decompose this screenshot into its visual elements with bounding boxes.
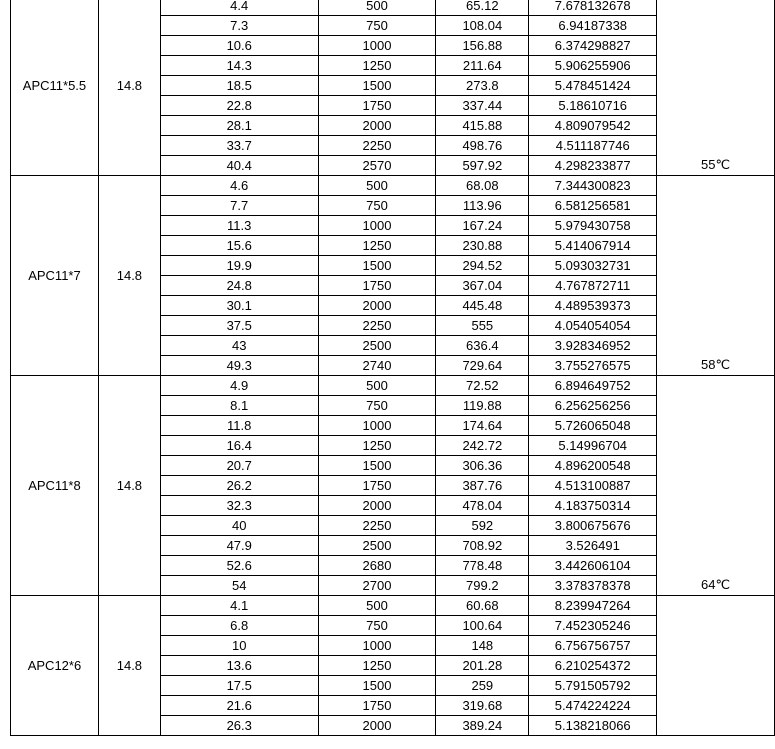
efficiency-cell: 4.809079542 — [529, 116, 657, 136]
table-row — [11, 0, 775, 16]
current-cell: 15.6 — [160, 236, 318, 256]
thrust-cell: 2570 — [318, 156, 436, 176]
power-cell: 729.64 — [436, 356, 529, 376]
temperature-cell — [657, 656, 775, 676]
thrust-cell: 2680 — [318, 556, 436, 576]
current-cell: 17.5 — [160, 676, 318, 696]
thrust-cell: 1000 — [318, 416, 436, 436]
temperature-cell — [657, 36, 775, 56]
temperature-cell — [657, 336, 775, 356]
temperature-cell — [657, 136, 775, 156]
power-cell: 201.28 — [436, 656, 529, 676]
power-cell: 778.48 — [436, 556, 529, 576]
thrust-cell: 500 — [318, 596, 436, 616]
power-cell: 65.12 — [436, 0, 529, 16]
temperature-cell — [657, 16, 775, 36]
thrust-cell: 1250 — [318, 656, 436, 676]
current-cell: 10.6 — [160, 36, 318, 56]
power-cell: 113.96 — [436, 196, 529, 216]
current-cell: 33.7 — [160, 136, 318, 156]
propeller-model-cell: APC11*7 — [11, 176, 99, 376]
temperature-cell — [657, 56, 775, 76]
efficiency-cell: 4.896200548 — [529, 456, 657, 476]
thrust-cell: 2000 — [318, 496, 436, 516]
current-cell: 32.3 — [160, 496, 318, 516]
efficiency-cell: 5.726065048 — [529, 416, 657, 436]
thrust-cell: 1500 — [318, 256, 436, 276]
efficiency-cell: 5.093032731 — [529, 256, 657, 276]
efficiency-cell: 6.581256581 — [529, 196, 657, 216]
power-cell: 799.2 — [436, 576, 529, 596]
temperature-cell — [657, 0, 775, 16]
efficiency-cell: 5.906255906 — [529, 56, 657, 76]
thrust-cell: 2250 — [318, 516, 436, 536]
temperature-cell — [657, 636, 775, 656]
temperature-cell — [657, 256, 775, 276]
table-row — [11, 176, 775, 196]
power-cell: 415.88 — [436, 116, 529, 136]
temperature-cell: 55℃ — [657, 156, 775, 176]
power-cell: 387.76 — [436, 476, 529, 496]
power-cell: 597.92 — [436, 156, 529, 176]
power-cell: 273.8 — [436, 76, 529, 96]
efficiency-cell: 3.378378378 — [529, 576, 657, 596]
temperature-cell — [657, 516, 775, 536]
efficiency-cell: 5.138218066 — [529, 716, 657, 736]
efficiency-cell: 6.94187338 — [529, 16, 657, 36]
current-cell: 21.6 — [160, 696, 318, 716]
current-cell: 7.3 — [160, 16, 318, 36]
current-cell: 52.6 — [160, 556, 318, 576]
power-cell: 242.72 — [436, 436, 529, 456]
data-table — [10, 0, 775, 736]
thrust-cell: 1000 — [318, 636, 436, 656]
temperature-cell — [657, 296, 775, 316]
temperature-cell — [657, 416, 775, 436]
temperature-cell — [657, 596, 775, 616]
temperature-cell — [657, 556, 775, 576]
thrust-cell: 1000 — [318, 216, 436, 236]
current-cell: 4.1 — [160, 596, 318, 616]
efficiency-cell: 4.767872711 — [529, 276, 657, 296]
power-cell: 367.04 — [436, 276, 529, 296]
temperature-cell: 64℃ — [657, 576, 775, 596]
efficiency-cell: 4.513100887 — [529, 476, 657, 496]
efficiency-cell: 4.489539373 — [529, 296, 657, 316]
thrust-cell: 750 — [318, 16, 436, 36]
power-cell: 148 — [436, 636, 529, 656]
current-cell: 49.3 — [160, 356, 318, 376]
efficiency-cell: 6.894649752 — [529, 376, 657, 396]
efficiency-cell: 5.414067914 — [529, 236, 657, 256]
efficiency-cell: 3.928346952 — [529, 336, 657, 356]
power-cell: 230.88 — [436, 236, 529, 256]
temperature-cell — [657, 116, 775, 136]
power-cell: 259 — [436, 676, 529, 696]
thrust-cell: 2700 — [318, 576, 436, 596]
power-cell: 72.52 — [436, 376, 529, 396]
thrust-cell: 500 — [318, 176, 436, 196]
temperature-cell — [657, 196, 775, 216]
efficiency-cell: 7.452305246 — [529, 616, 657, 636]
efficiency-cell: 5.474224224 — [529, 696, 657, 716]
current-cell: 10 — [160, 636, 318, 656]
current-cell: 28.1 — [160, 116, 318, 136]
current-cell: 14.3 — [160, 56, 318, 76]
power-cell: 167.24 — [436, 216, 529, 236]
efficiency-cell: 5.478451424 — [529, 76, 657, 96]
efficiency-cell: 4.298233877 — [529, 156, 657, 176]
power-cell: 337.44 — [436, 96, 529, 116]
power-cell: 60.68 — [436, 596, 529, 616]
power-cell: 592 — [436, 516, 529, 536]
table-row — [11, 596, 775, 616]
efficiency-cell: 4.511187746 — [529, 136, 657, 156]
thrust-cell: 1750 — [318, 276, 436, 296]
current-cell: 22.8 — [160, 96, 318, 116]
propeller-model-cell: APC12*6 — [11, 596, 99, 736]
current-cell: 11.3 — [160, 216, 318, 236]
efficiency-cell: 3.526491 — [529, 536, 657, 556]
power-cell: 294.52 — [436, 256, 529, 276]
temperature-cell — [657, 216, 775, 236]
temperature-cell — [657, 76, 775, 96]
temperature-cell — [657, 316, 775, 336]
current-cell: 4.9 — [160, 376, 318, 396]
current-cell: 30.1 — [160, 296, 318, 316]
thrust-cell: 1500 — [318, 456, 436, 476]
current-cell: 54 — [160, 576, 318, 596]
table-row — [11, 376, 775, 396]
temperature-cell — [657, 496, 775, 516]
efficiency-cell: 7.344300823 — [529, 176, 657, 196]
thrust-cell: 2250 — [318, 316, 436, 336]
current-cell: 13.6 — [160, 656, 318, 676]
temperature-cell — [657, 716, 775, 736]
thrust-cell: 750 — [318, 616, 436, 636]
thrust-cell: 500 — [318, 0, 436, 16]
efficiency-cell: 3.442606104 — [529, 556, 657, 576]
current-cell: 11.8 — [160, 416, 318, 436]
power-cell: 478.04 — [436, 496, 529, 516]
power-cell: 119.88 — [436, 396, 529, 416]
thrust-cell: 750 — [318, 396, 436, 416]
thrust-cell: 1250 — [318, 236, 436, 256]
thrust-cell: 2000 — [318, 296, 436, 316]
voltage-cell: 14.8 — [98, 376, 160, 596]
current-cell: 4.6 — [160, 176, 318, 196]
efficiency-cell: 6.256256256 — [529, 396, 657, 416]
current-cell: 20.7 — [160, 456, 318, 476]
power-cell: 174.64 — [436, 416, 529, 436]
power-cell: 100.64 — [436, 616, 529, 636]
current-cell: 16.4 — [160, 436, 318, 456]
temperature-cell — [657, 456, 775, 476]
temperature-cell — [657, 436, 775, 456]
temperature-cell — [657, 616, 775, 636]
temperature-cell — [657, 676, 775, 696]
current-cell: 7.7 — [160, 196, 318, 216]
current-cell: 37.5 — [160, 316, 318, 336]
efficiency-cell: 3.800675676 — [529, 516, 657, 536]
thrust-cell: 1000 — [318, 36, 436, 56]
voltage-cell: 14.8 — [98, 0, 160, 176]
power-cell: 68.08 — [436, 176, 529, 196]
temperature-cell: 58℃ — [657, 356, 775, 376]
current-cell: 40.4 — [160, 156, 318, 176]
thrust-cell: 1500 — [318, 76, 436, 96]
temperature-cell — [657, 96, 775, 116]
power-cell: 156.88 — [436, 36, 529, 56]
thrust-cell: 1250 — [318, 436, 436, 456]
efficiency-cell: 4.183750314 — [529, 496, 657, 516]
temperature-cell — [657, 476, 775, 496]
power-cell: 108.04 — [436, 16, 529, 36]
power-cell: 306.36 — [436, 456, 529, 476]
thrust-cell: 750 — [318, 196, 436, 216]
current-cell: 47.9 — [160, 536, 318, 556]
current-cell: 43 — [160, 336, 318, 356]
thrust-cell: 2000 — [318, 116, 436, 136]
power-cell: 211.64 — [436, 56, 529, 76]
current-cell: 18.5 — [160, 76, 318, 96]
table-body — [11, 0, 775, 736]
temperature-cell — [657, 396, 775, 416]
efficiency-cell: 6.756756757 — [529, 636, 657, 656]
thrust-cell: 2000 — [318, 716, 436, 736]
temperature-cell — [657, 176, 775, 196]
efficiency-cell: 6.210254372 — [529, 656, 657, 676]
power-cell: 498.76 — [436, 136, 529, 156]
efficiency-cell: 5.14996704 — [529, 436, 657, 456]
power-cell: 555 — [436, 316, 529, 336]
current-cell: 26.2 — [160, 476, 318, 496]
thrust-cell: 2500 — [318, 336, 436, 356]
current-cell: 19.9 — [160, 256, 318, 276]
efficiency-cell: 7.678132678 — [529, 0, 657, 16]
current-cell: 26.3 — [160, 716, 318, 736]
temperature-cell — [657, 696, 775, 716]
power-cell: 636.4 — [436, 336, 529, 356]
voltage-cell: 14.8 — [98, 176, 160, 376]
efficiency-cell: 5.979430758 — [529, 216, 657, 236]
current-cell: 24.8 — [160, 276, 318, 296]
temperature-cell — [657, 376, 775, 396]
thrust-cell: 2500 — [318, 536, 436, 556]
propeller-model-cell: APC11*8 — [11, 376, 99, 596]
current-cell: 4.4 — [160, 0, 318, 16]
efficiency-cell: 5.18610716 — [529, 96, 657, 116]
power-cell: 708.92 — [436, 536, 529, 556]
voltage-cell: 14.8 — [98, 596, 160, 736]
current-cell: 8.1 — [160, 396, 318, 416]
temperature-cell — [657, 276, 775, 296]
power-cell: 319.68 — [436, 696, 529, 716]
efficiency-cell: 8.239947264 — [529, 596, 657, 616]
power-cell: 389.24 — [436, 716, 529, 736]
thrust-cell: 1500 — [318, 676, 436, 696]
thrust-cell: 1750 — [318, 96, 436, 116]
thrust-cell: 500 — [318, 376, 436, 396]
propeller-model-cell: APC11*5.5 — [11, 0, 99, 176]
power-cell: 445.48 — [436, 296, 529, 316]
efficiency-cell: 3.755276575 — [529, 356, 657, 376]
temperature-cell — [657, 236, 775, 256]
thrust-cell: 1250 — [318, 56, 436, 76]
current-cell: 6.8 — [160, 616, 318, 636]
thrust-cell: 1750 — [318, 696, 436, 716]
thrust-cell: 2740 — [318, 356, 436, 376]
thrust-cell: 1750 — [318, 476, 436, 496]
temperature-cell — [657, 536, 775, 556]
efficiency-cell: 5.791505792 — [529, 676, 657, 696]
current-cell: 40 — [160, 516, 318, 536]
efficiency-cell: 4.054054054 — [529, 316, 657, 336]
efficiency-cell: 6.374298827 — [529, 36, 657, 56]
thrust-cell: 2250 — [318, 136, 436, 156]
